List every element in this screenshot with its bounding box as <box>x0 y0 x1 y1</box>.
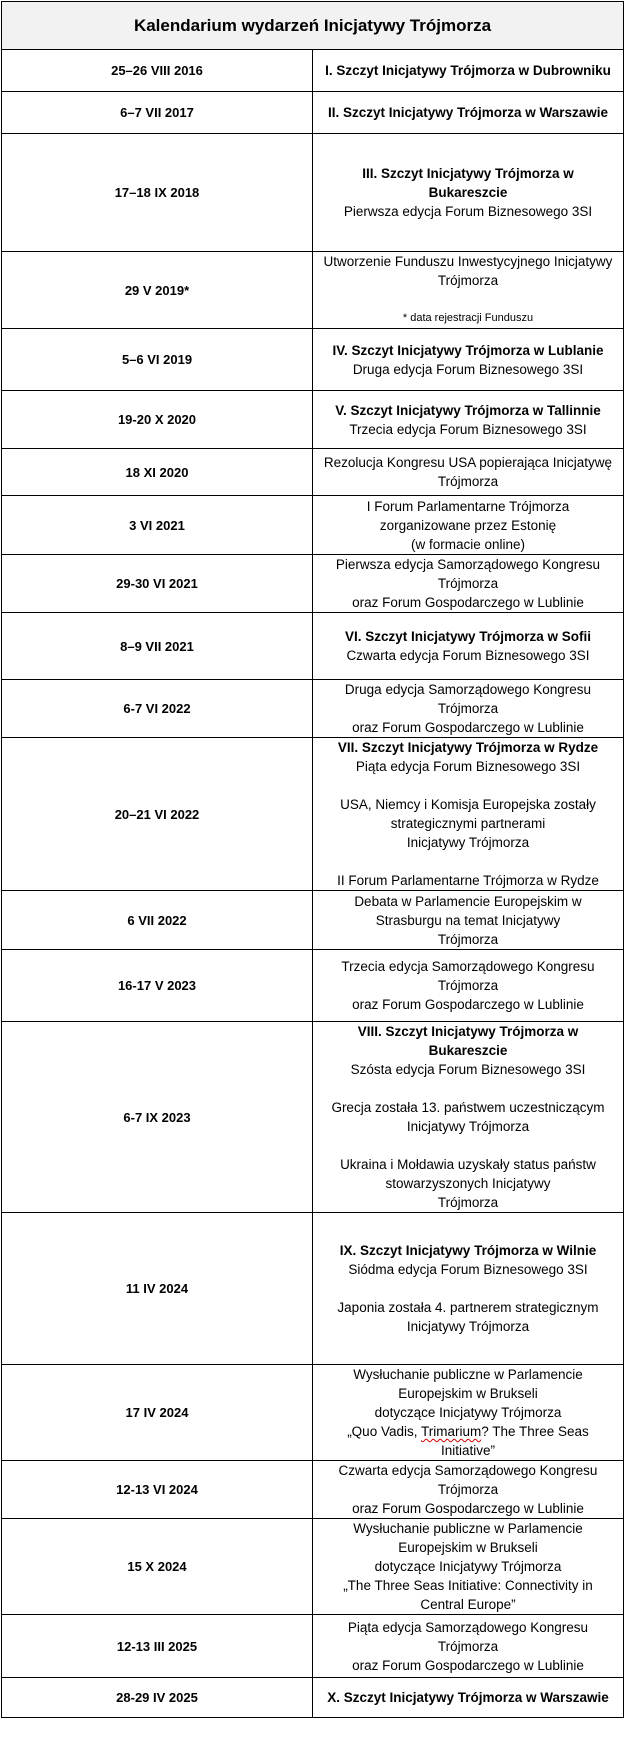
table-row <box>2 1678 624 1718</box>
event-date: 16-17 V 2023 <box>2 950 313 1022</box>
event-description <box>313 1365 624 1461</box>
line-spacer <box>321 1279 615 1298</box>
table-row <box>2 680 624 738</box>
line-spacer <box>321 852 615 871</box>
event-line: Trójmorza <box>437 931 499 947</box>
event-date: 11 IV 2024 <box>2 1213 313 1365</box>
event-line: Ukraina i Mołdawia uzyskały status państw stowarzyszonych Inicjatywy <box>340 1157 596 1191</box>
event-line: USA, Niemcy i Komisja Europejska zostały strategicznymi partnerami <box>340 797 596 831</box>
table-row <box>2 50 624 92</box>
event-line: „The Three Seas Initiative: Connectivity in Central Europe” <box>343 1578 593 1612</box>
spellcheck-flagged-word: Trimarium <box>420 1424 482 1439</box>
table-row <box>2 449 624 496</box>
event-line: oraz Forum Gospodarczego w Lublinie <box>352 720 584 735</box>
event-title: VIII. Szczyt Inicjatywy Trójmorza w Bukareszcie <box>357 1024 579 1058</box>
event-description <box>313 496 624 555</box>
event-title: V. Szczyt Inicjatywy Trójmorza w Tallinnie <box>335 402 601 418</box>
event-date: 29-30 VI 2021 <box>2 555 313 613</box>
line-spacer <box>321 776 615 795</box>
event-line: Wysłuchanie publiczne w Parlamencie Europejskim w Brukseli <box>353 1367 583 1401</box>
event-description <box>313 1615 624 1678</box>
event-line: Czwarta edycja Forum Biznesowego 3SI <box>346 648 590 663</box>
event-date: 3 VI 2021 <box>2 496 313 555</box>
event-description <box>313 329 624 391</box>
event-date: 5–6 VI 2019 <box>2 329 313 391</box>
event-line: oraz Forum Gospodarczego w Lublinie <box>352 997 584 1012</box>
event-line: Grecja została 13. państwem uczestniczącym Inicjatywy Trójmorza <box>331 1100 605 1134</box>
event-line: Trójmorza <box>437 1195 499 1210</box>
event-date: 25–26 VIII 2016 <box>2 50 313 92</box>
event-description <box>313 92 624 134</box>
event-line: Piąta edycja Samorządowego Kongresu Trójmorza <box>347 1619 589 1654</box>
event-description <box>313 613 624 680</box>
table-row <box>2 1615 624 1678</box>
table-row <box>2 496 624 555</box>
table-row <box>2 1213 624 1365</box>
event-description <box>313 50 624 92</box>
table-title: Kalendarium wydarzeń Inicjatywy Trójmorza <box>2 2 624 50</box>
table-row <box>2 1461 624 1519</box>
event-line: Trzecia edycja Forum Biznesowego 3SI <box>349 421 587 437</box>
event-title: II. Szczyt Inicjatywy Trójmorza w Warszawie <box>327 105 609 120</box>
table-row <box>2 252 624 329</box>
event-description <box>313 555 624 613</box>
event-date: 18 XI 2020 <box>2 449 313 496</box>
event-line: Trzecia edycja Samorządowego Kongresu Trójmorza <box>341 959 595 993</box>
event-description <box>313 1519 624 1615</box>
event-line: Druga edycja Forum Biznesowego 3SI <box>352 361 584 377</box>
event-line: Inicjatywy Trójmorza <box>406 835 530 850</box>
table-row <box>2 134 624 252</box>
event-description <box>313 449 624 496</box>
event-title: VI. Szczyt Inicjatywy Trójmorza w Sofii <box>344 629 592 644</box>
event-title: IX. Szczyt Inicjatywy Trójmorza w Wilnie <box>339 1243 597 1258</box>
event-line: dotyczące Inicjatywy Trójmorza <box>374 1559 562 1574</box>
event-line: oraz Forum Gospodarczego w Lublinie <box>352 1501 584 1516</box>
line-spacer <box>321 1079 615 1098</box>
event-line: Debata w Parlamencie Europejskim w Strasburgu na temat Inicjatywy <box>354 893 582 928</box>
event-line: Pierwsza edycja Forum Biznesowego 3SI <box>343 204 593 219</box>
event-line: Japonia została 4. partnerem strategicznym Inicjatywy Trójmorza <box>337 1300 599 1334</box>
table-row <box>2 555 624 613</box>
event-description <box>313 1022 624 1213</box>
event-description <box>313 891 624 950</box>
table-row <box>2 391 624 449</box>
event-date: 8–9 VII 2021 <box>2 613 313 680</box>
event-line: Wysłuchanie publiczne w Parlamencie Europejskim w Brukseli <box>353 1521 583 1555</box>
event-date: 17 IV 2024 <box>2 1365 313 1461</box>
event-line-part: „Quo Vadis, <box>347 1424 421 1439</box>
event-line: (w formacie online) <box>410 536 526 552</box>
event-line: oraz Forum Gospodarczego w Lublinie <box>352 1657 584 1673</box>
event-date: 6-7 IX 2023 <box>2 1022 313 1213</box>
table-row <box>2 1519 624 1615</box>
event-footnote: * data rejestracji Funduszu <box>402 312 534 324</box>
event-line: Pierwsza edycja Samorządowego Kongresu Trójmorza <box>335 557 601 591</box>
event-title: IV. Szczyt Inicjatywy Trójmorza w Lublanie <box>332 342 604 358</box>
event-date: 15 X 2024 <box>2 1519 313 1615</box>
event-date: 17–18 IX 2018 <box>2 134 313 252</box>
table-body <box>2 50 624 1718</box>
event-title: X. Szczyt Inicjatywy Trójmorza w Warszawie <box>327 1690 609 1705</box>
table-header-row <box>2 2 624 50</box>
event-line: Siódma edycja Forum Biznesowego 3SI <box>348 1262 588 1277</box>
event-description <box>313 252 624 329</box>
event-description <box>313 1461 624 1519</box>
events-calendar-table <box>1 1 624 1718</box>
event-description <box>313 950 624 1022</box>
event-date: 6-7 VI 2022 <box>2 680 313 738</box>
event-date: 29 V 2019* <box>2 252 313 329</box>
line-spacer <box>321 1136 615 1155</box>
event-date: 6 VII 2022 <box>2 891 313 950</box>
event-line: dotyczące Inicjatywy Trójmorza <box>374 1405 562 1420</box>
event-date: 12-13 VI 2024 <box>2 1461 313 1519</box>
table-row <box>2 891 624 950</box>
event-line: oraz Forum Gospodarczego w Lublinie <box>352 595 584 610</box>
table-row <box>2 329 624 391</box>
event-date: 6–7 VII 2017 <box>2 92 313 134</box>
event-line: I Forum Parlamentarne Trójmorza zorganizowane przez Estonię <box>366 498 570 533</box>
event-date: 28-29 IV 2025 <box>2 1678 313 1718</box>
event-line <box>321 1422 615 1460</box>
event-description <box>313 680 624 738</box>
event-line: II Forum Parlamentarne Trójmorza w Rydze <box>337 873 599 888</box>
event-title: I. Szczyt Inicjatywy Trójmorza w Dubrowniku <box>325 63 611 78</box>
event-date: 20–21 VI 2022 <box>2 738 313 891</box>
event-date: 19-20 X 2020 <box>2 391 313 449</box>
table-row <box>2 1022 624 1213</box>
event-line: Druga edycja Samorządowego Kongresu Trójmorza <box>344 682 592 716</box>
event-line: Szósta edycja Forum Biznesowego 3SI <box>350 1062 586 1077</box>
event-title: III. Szczyt Inicjatywy Trójmorza w Bukareszcie <box>362 166 574 200</box>
line-spacer <box>321 290 615 309</box>
event-title: VII. Szczyt Inicjatywy Trójmorza w Rydze <box>337 740 599 755</box>
event-description <box>313 391 624 449</box>
table-row <box>2 92 624 134</box>
event-line: Utworzenie Funduszu Inwestycyjnego Inicjatywy Trójmorza <box>323 254 613 288</box>
event-description <box>313 1678 624 1718</box>
table-row <box>2 950 624 1022</box>
table-row <box>2 613 624 680</box>
event-line: Czwarta edycja Samorządowego Kongresu Trójmorza <box>338 1463 598 1497</box>
event-description <box>313 1213 624 1365</box>
event-date: 12-13 III 2025 <box>2 1615 313 1678</box>
table-row <box>2 738 624 891</box>
table-row <box>2 1365 624 1461</box>
event-description <box>313 134 624 252</box>
event-description <box>313 738 624 891</box>
event-line: Rezolucja Kongresu USA popierająca Inicjatywę Trójmorza <box>323 455 613 489</box>
event-line-part: ? The Three Seas Initiative” <box>440 1424 589 1458</box>
event-line: Piąta edycja Forum Biznesowego 3SI <box>355 759 581 774</box>
